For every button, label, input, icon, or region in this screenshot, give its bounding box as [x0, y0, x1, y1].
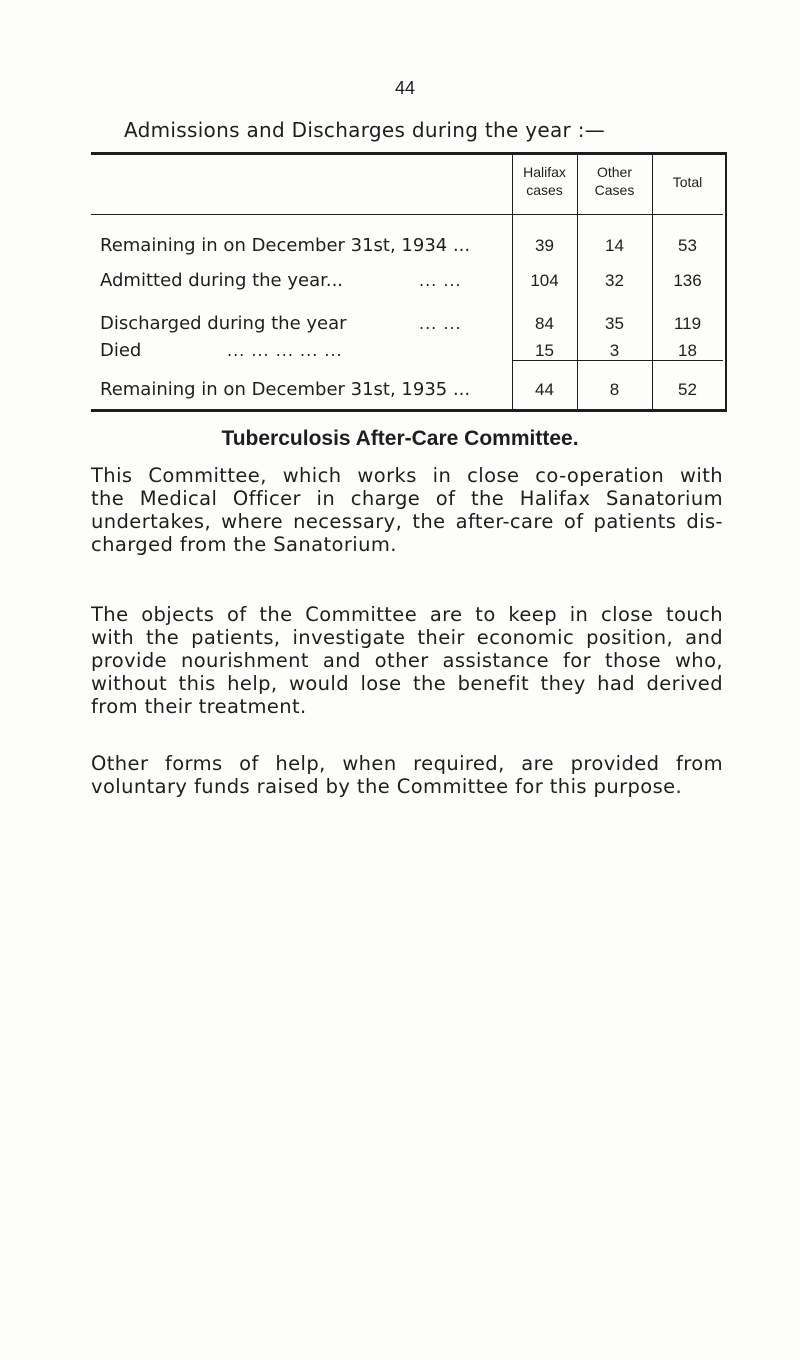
cell-other: 14: [605, 236, 624, 255]
text-line: the Medical Officer in charge of the Halifax Sanatorium: [91, 487, 723, 510]
text-line: charged from the Sanatorium.: [91, 533, 397, 556]
text-line: Other forms of help, when required, are provided from: [91, 752, 723, 775]
cell-halifax: 44: [535, 380, 554, 399]
cell-other: 3: [609, 341, 620, 360]
text-line: from their treatment.: [91, 695, 307, 718]
cell-total: 52: [678, 380, 697, 399]
page-number: 44: [395, 78, 416, 98]
row-label: Discharged during the year: [100, 313, 347, 334]
text-line: undertakes, where necessary, the after-care of patients dis-: [91, 510, 723, 533]
text-line: The objects of the Committee are to keep in close touch: [91, 603, 723, 626]
paragraph-1: [91, 464, 723, 556]
cell-total: 119: [673, 314, 702, 333]
text-line: with the patients, investigate their economic position, and: [91, 626, 723, 649]
section-heading: Tuberculosis After-Care Committee.: [221, 427, 579, 450]
cell-other: 35: [605, 314, 624, 333]
header-halifax-line2: cases: [526, 182, 563, 198]
header-other-line1: Other: [596, 164, 632, 180]
cell-halifax: 15: [535, 341, 554, 360]
paragraph-3: [91, 752, 723, 798]
admissions-table: [91, 152, 727, 412]
leader-dots: ... ...: [419, 271, 462, 290]
row-label: Remaining in on December 31st, 1935 ...: [100, 379, 471, 400]
paragraph-2: [91, 603, 723, 718]
cell-other: 32: [605, 271, 624, 290]
header-rule: [91, 214, 723, 215]
header-other-line2: Cases: [594, 182, 635, 198]
cell-other: 8: [609, 380, 620, 399]
leader-dots: ... ... ... ... ...: [227, 341, 343, 360]
table-intro: Admissions and Discharges during the year :—: [124, 118, 606, 142]
row-label: Admitted during the year...: [100, 270, 344, 291]
header-other: [577, 163, 652, 199]
row-label: Remaining in on December 31st, 1934 ...: [100, 235, 471, 256]
text-line: provide nourishment and other assistance for those who,: [91, 649, 723, 672]
cell-total: 53: [678, 236, 697, 255]
cell-halifax: 39: [535, 236, 554, 255]
cell-halifax: 84: [535, 314, 554, 333]
leader-dots: ... ...: [419, 314, 462, 333]
cell-total: 136: [673, 271, 702, 290]
text-line: This Committee, which works in close co-operation with: [91, 464, 723, 487]
header-halifax-line1: Halifax: [523, 164, 566, 180]
header-halifax: [512, 163, 577, 199]
row-label: Died: [100, 340, 142, 361]
cell-halifax: 104: [530, 271, 559, 290]
header-total: Total: [672, 174, 703, 190]
text-line: voluntary funds raised by the Committee for this purpose.: [91, 775, 683, 798]
cell-total: 18: [678, 341, 697, 360]
text-line: without this help, would lose the benefit they had derived: [91, 672, 723, 695]
